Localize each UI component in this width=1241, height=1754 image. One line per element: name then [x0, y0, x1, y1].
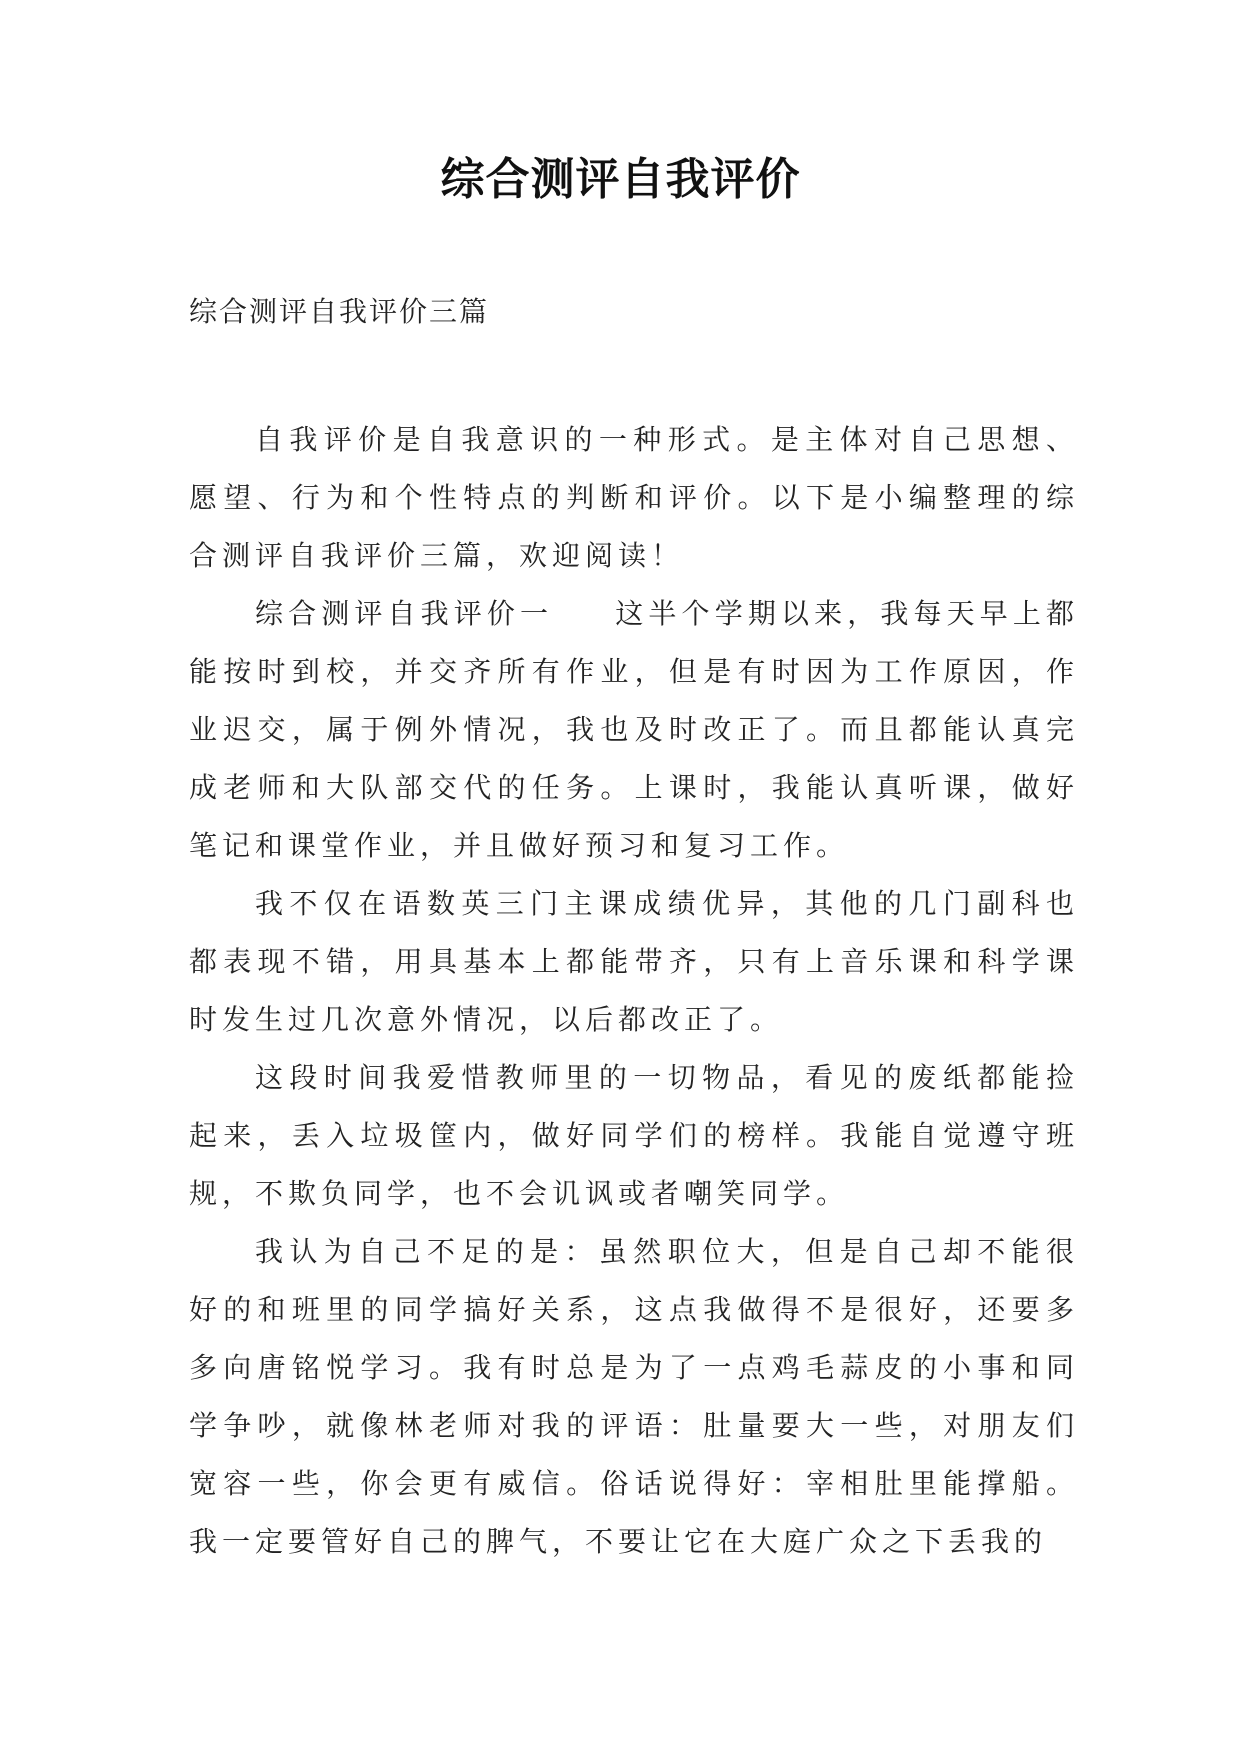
section-one-text: 这半个学期以来，我每天早上都能按时到校，并交齐所有作业，但是有时因为工作原因，作业迟交，属于例外情况，我也及时改正了。而且都能认真完成老师和大队部交代的任务。上课时，我能认真听课，做好笔记和课堂作业，并且做好预习和复习工作。 [189, 597, 1079, 862]
body-paragraph: 这段时间我爱惜教师里的一切物品，看见的废纸都能捡起来，丢入垃圾筐内，做好同学们的榜样。我能自觉遵守班规，不欺负同学，也不会讥讽或者嘲笑同学。 [189, 1061, 1079, 1210]
body-paragraph: 我认为自己不足的是：虽然职位大，但是自己却不能很好的和班里的同学搞好关系，这点我做得不是很好，还要多多向唐铭悦学习。我有时总是为了一点鸡毛蒜皮的小事和同学争吵，就像林老师对我的评语：肚量要大一些，对朋友们宽容一些，你会更有威信。俗话说得好：宰相肚里能撑船。我一定要管好自己的脾气，不要让它在大庭广众之下丢我的 [189, 1235, 1079, 1558]
document-title: 综合测评自我评价 [440, 154, 801, 205]
section-one-paragraph [189, 585, 1079, 875]
document-body [189, 411, 1079, 1571]
document-subtitle: 综合测评自我评价三篇 [189, 295, 490, 328]
body-paragraph: 我不仅在语数英三门主课成绩优异，其他的几门副科也都表现不错，用具基本上都能带齐，只有上音乐课和科学课时发生过几次意外情况，以后都改正了。 [189, 887, 1079, 1036]
intro-paragraph: 自我评价是自我意识的一种形式。是主体对自己思想、愿望、行为和个性特点的判断和评价。以下是小编整理的综合测评自我评价三篇，欢迎阅读！ [189, 423, 1079, 572]
section-one-heading: 综合测评自我评价一 [255, 597, 554, 630]
